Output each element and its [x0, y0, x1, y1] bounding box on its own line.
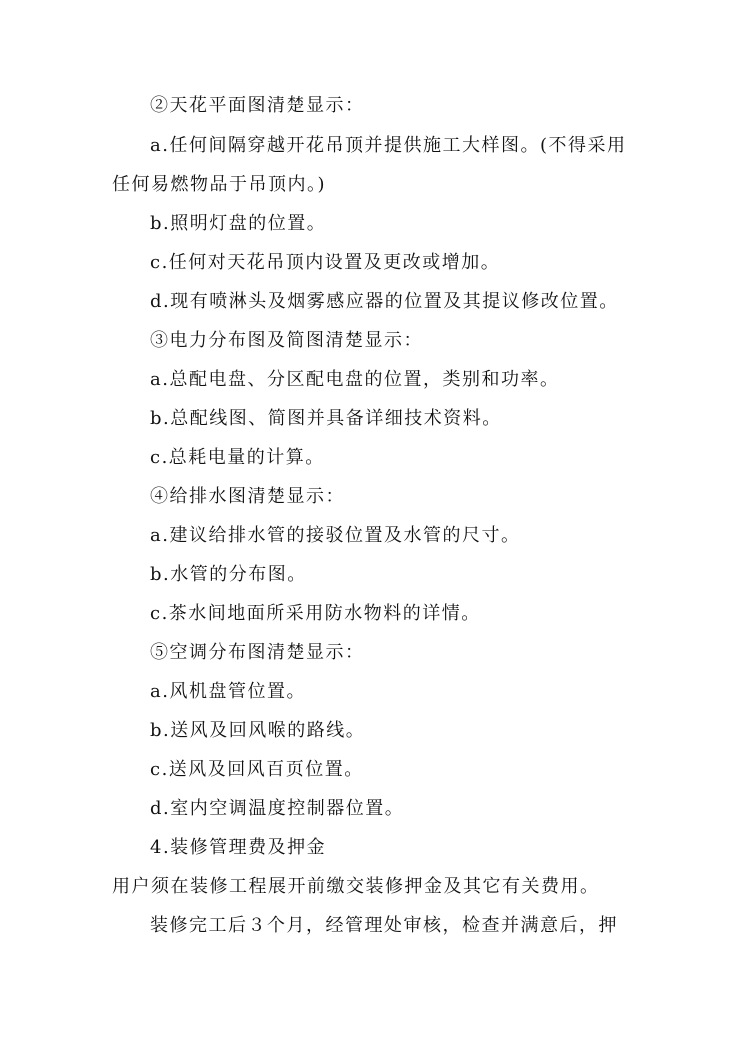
- power-item-a: a.总配电盘、分区配电盘的位置，类别和功率。: [150, 369, 560, 390]
- water-item-a: a.建议给排水管的接驳位置及水管的尺寸。: [150, 525, 521, 546]
- heading-air-conditioning: ⑤空调分布图清楚显示：: [150, 642, 365, 663]
- water-item-b: b.水管的分布图。: [150, 564, 307, 585]
- heading-water-drainage: ④给排水图清楚显示：: [150, 486, 345, 507]
- ac-item-a: a.风机盘管位置。: [150, 681, 306, 702]
- fees-paragraph-line-1: 用户须在装修工程展开前缴交装修押金及其它有关费用。: [112, 876, 600, 897]
- heading-ceiling-plan: ②天花平面图清楚显示：: [150, 95, 365, 116]
- section-heading-fees-deposit: 4.装修管理费及押金: [150, 837, 327, 858]
- ceiling-item-c: c.任何对天花吊顶内设置及更改或增加。: [150, 252, 501, 273]
- heading-power-distribution: ③电力分布图及简图清楚显示：: [150, 330, 423, 351]
- water-item-c: c.茶水间地面所采用防水物料的详情。: [150, 603, 481, 624]
- ceiling-item-b: b.照明灯盘的位置。: [150, 213, 327, 234]
- power-item-c: c.总耗电量的计算。: [150, 447, 325, 468]
- ac-item-d: d.室内空调温度控制器位置。: [150, 798, 405, 819]
- ceiling-item-d: d.现有喷淋头及烟雾感应器的位置及其提议修改位置。: [150, 291, 619, 312]
- ac-item-b: b.送风及回风喉的路线。: [150, 720, 366, 741]
- ceiling-item-a: a.任何间隔穿越开花吊顶并提供施工大样图。(不得采用: [150, 135, 627, 156]
- ac-item-c: c.送风及回风百页位置。: [150, 759, 364, 780]
- fees-paragraph-line-2: 装修完工后３个月，经管理处审核，检查并满意后，押: [150, 915, 618, 936]
- ceiling-item-a-cont: 任何易燃物品于吊顶内。): [112, 174, 327, 195]
- power-item-b: b.总配线图、简图并具备详细技术资料。: [150, 408, 502, 429]
